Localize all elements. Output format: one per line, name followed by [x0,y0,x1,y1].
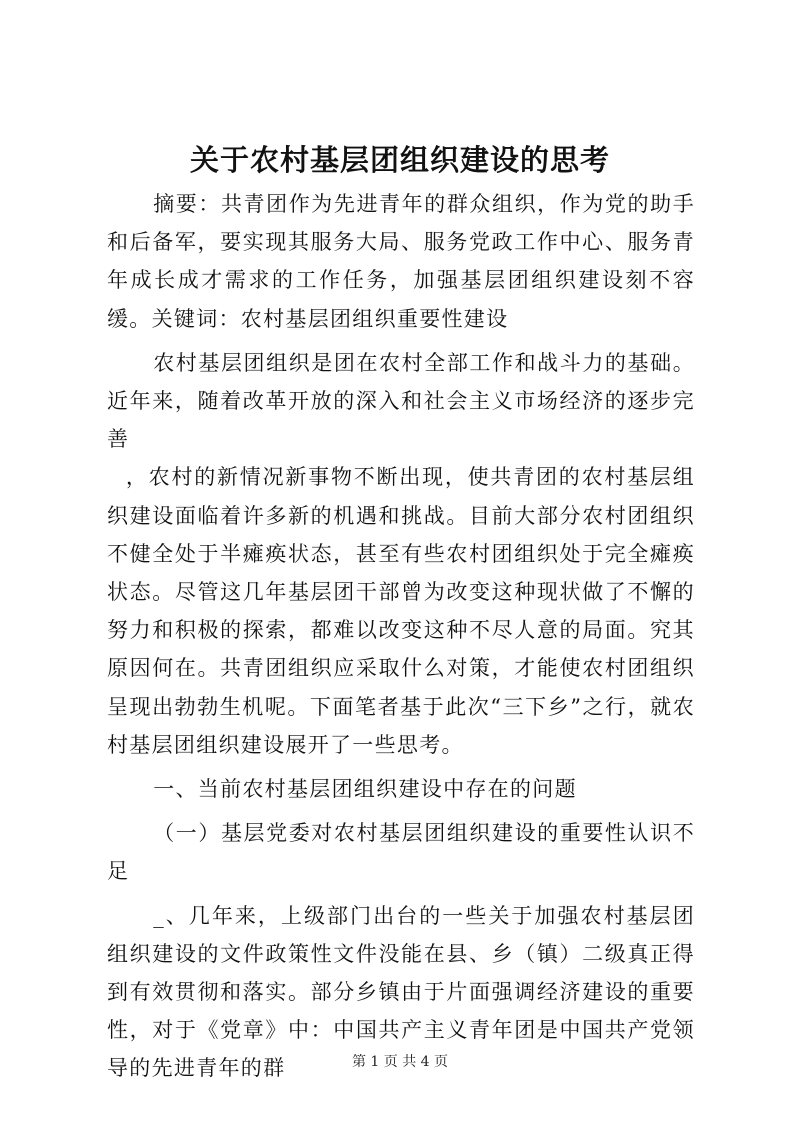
intro-continuation-paragraph: ，农村的新情况新事物不断出现，使共青团的农村基层组织建设面临着许多新的机遇和挑战。目前大部分农村团组织不健全处于半瘫痪状态，甚至有些农村团组织处于完全瘫痪状态。尽管这几年基层团干部曾为改变这种现状做了不懈的努力和积极的探索，都难以改变这种不尽人意的局面。究其原因何在。共青团组织应采取什么对策，才能使农村团组织呈现出勃勃生机呢。下面笔者基于此次“三下乡”之行，就农村基层团组织建设展开了一些思考。 [107,465,695,757]
subsection-heading: （一）基层党委对农村基层团组织建设的重要性认识不足 [107,821,695,884]
document-body [107,185,695,1088]
intro-paragraph: 农村基层团组织是团在农村全部工作和战斗力的基础。近年来，随着改革开放的深入和社会主义市场经济的逐步完善 [107,350,695,452]
document-title: 关于农村基层团组织建设的思考 [189,143,610,177]
page-number-footer: 第 1 页 共 4 页 [351,1054,449,1070]
abstract-paragraph: 摘要：共青团作为先进青年的群众组织，作为党的助手和后备军，要实现其服务大局、服务党政工作中心、服务青年成长成才需求的工作任务，加强基层团组织建设刻不容缓。关键词：农村基层团组织重要性建设 [107,192,695,331]
body-paragraph: _、几年来，上级部门出台的一些关于加强农村基层团组织建设的文件政策性文件没能在县、乡（镇）二级真正得到有效贯彻和落实。部分乡镇由于片面强调经济建设的重要性，对于《党章》中：中国共产主义青年团是中国共产党领导的先进青年的群 [107,903,695,1081]
section-heading: 一、当前农村基层团组织建设中存在的问题 [153,777,577,802]
